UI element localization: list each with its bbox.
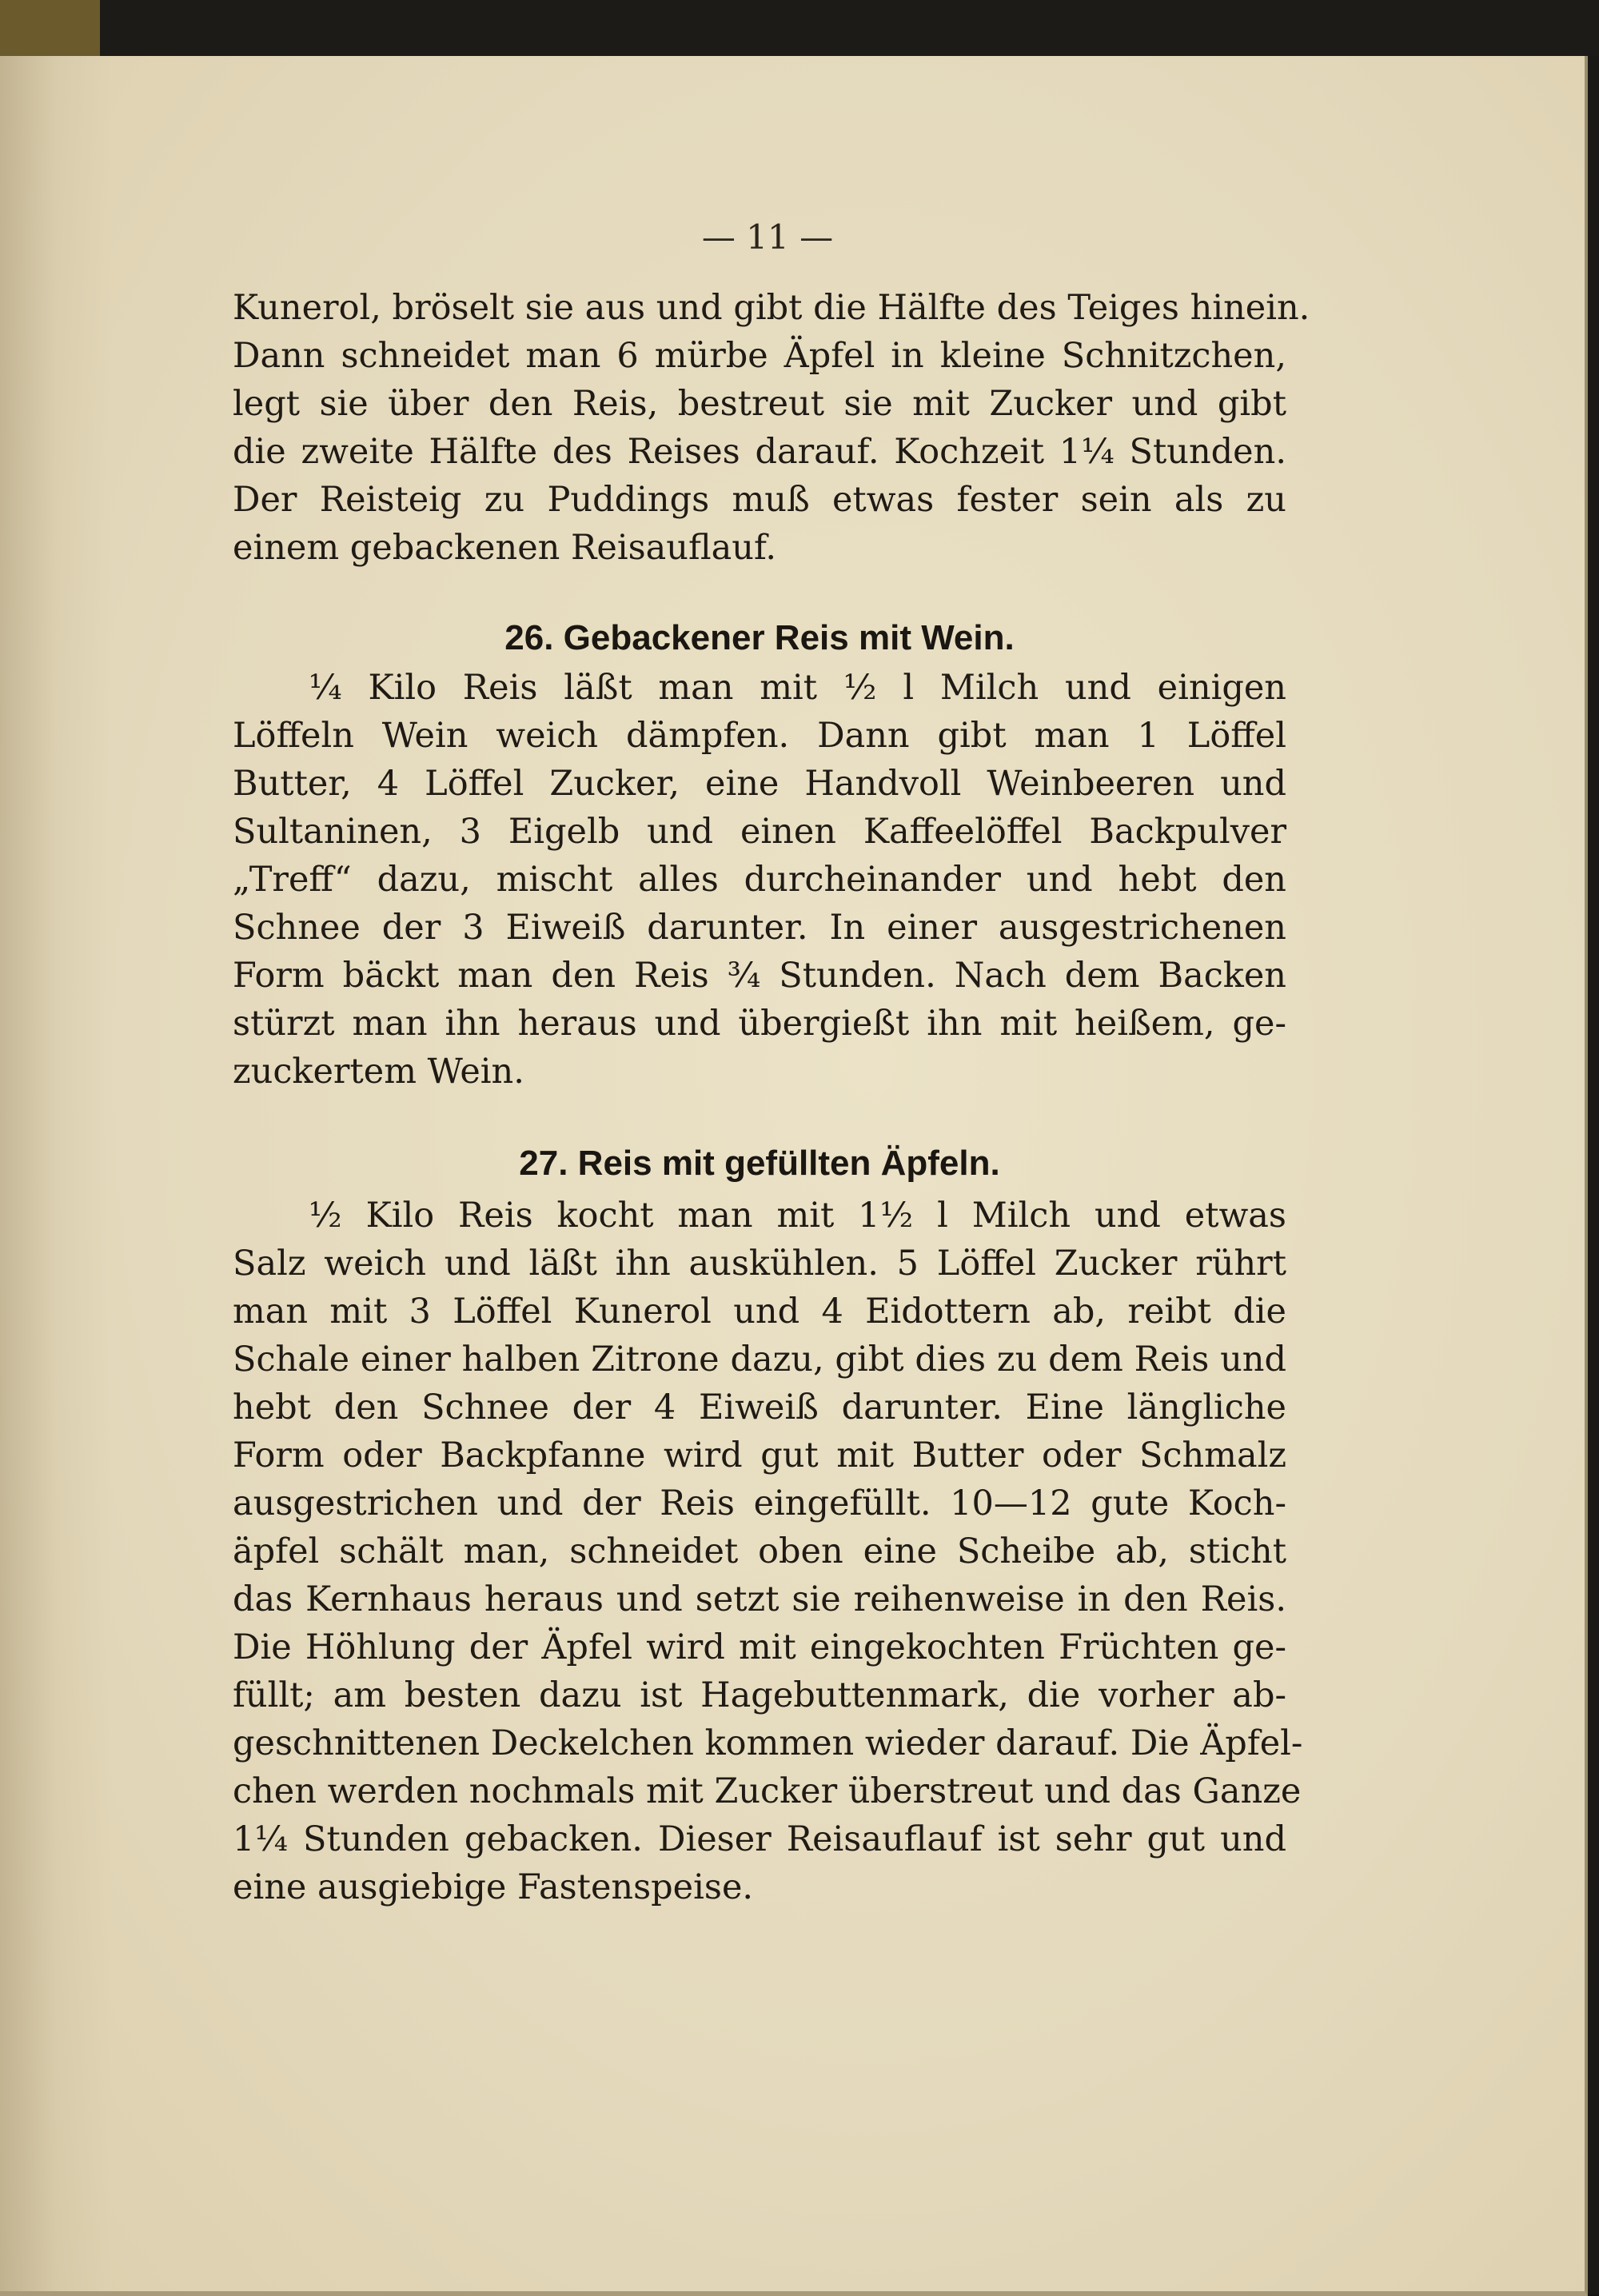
text-line: ¼ Kilo Reis läßt man mit ½ l Milch und einigen [309,668,1286,708]
recipe-27-body [233,1192,1303,1911]
text-line: Löffeln Wein weich dämpfen. Dann gibt man 1 Löffel [233,716,1286,756]
text-line: Kunerol, bröselt sie aus und gibt die Hälfte des Teiges hinein. [233,288,1310,328]
text-line: legt sie über den Reis, bestreut sie mit Zucker und gibt [233,384,1286,424]
text-line: äpfel schält man, schneidet oben eine Scheibe ab, sticht [233,1531,1286,1571]
text-line: hebt den Schnee der 4 Eiweiß darunter. Eine längliche [233,1388,1286,1428]
text-line: Der Reisteig zu Puddings muß etwas fester sein als zu [233,480,1286,520]
text-line: eine ausgiebige Fastenspeise. [233,1867,754,1907]
text-line: das Kernhaus heraus und setzt sie reihenweise in den Reis. [233,1579,1286,1619]
text-line: Die Höhlung der Äpfel wird mit eingekochten Früchten ge- [233,1627,1286,1667]
text-line: man mit 3 Löffel Kunerol und 4 Eidottern ab, reibt die [233,1292,1286,1332]
text-line: füllt; am besten dazu ist Hagebuttenmark, die vorher ab- [233,1675,1286,1715]
text-line: geschnittenen Deckelchen kommen wieder darauf. Die Äpfel- [233,1723,1303,1763]
text-line: Form bäckt man den Reis ¾ Stunden. Nach dem Backen [233,956,1286,996]
scan-background [0,0,1599,62]
recipe-26-body [233,664,1286,1096]
text-line: Form oder Backpfanne wird gut mit Butter oder Schmalz [233,1435,1286,1475]
text-line: die zweite Hälfte des Reises darauf. Kochzeit 1¼ Stunden. [233,432,1286,472]
recipe-27-title: 27. Reis mit gefüllten Äpfeln. [519,1144,1000,1183]
text-line: Dann schneidet man 6 mürbe Äpfel in kleine Schnitzchen, [233,336,1286,376]
book-spine [0,0,100,64]
intro-paragraph [233,284,1310,572]
text-line: ½ Kilo Reis kocht man mit 1½ l Milch und etwas [309,1196,1286,1236]
text-line: Schnee der 3 Eiweiß darunter. In einer ausgestrichenen [233,908,1286,948]
text-line: zuckertem Wein. [233,1052,524,1092]
page-number: — 11 — [701,218,834,257]
recipe-26-title: 26. Gebackener Reis mit Wein. [504,618,1015,657]
text-line: 1¼ Stunden gebacken. Dieser Reisauflauf ist sehr gut und [233,1819,1286,1859]
text-line: Salz weich und läßt ihn auskühlen. 5 Löffel Zucker rührt [233,1244,1286,1284]
text-line: Sultaninen, 3 Eigelb und einen Kaffeelöffel Backpulver [233,812,1286,852]
text-line: ausgestrichen und der Reis eingefüllt. 10—12 gute Koch- [233,1483,1286,1523]
text-line: Schale einer halben Zitrone dazu, gibt dies zu dem Reis und [233,1340,1286,1380]
text-line: Butter, 4 Löffel Zucker, eine Handvoll Weinbeeren und [233,764,1286,804]
text-line: „Treff“ dazu, mischt alles durcheinander und hebt den [233,860,1286,900]
text-line: chen werden nochmals mit Zucker überstreut und das Ganze [233,1771,1302,1811]
text-line: einem gebackenen Reisauflauf. [233,528,777,568]
text-line: stürzt man ihn heraus und übergießt ihn mit heißem, ge- [233,1004,1286,1044]
